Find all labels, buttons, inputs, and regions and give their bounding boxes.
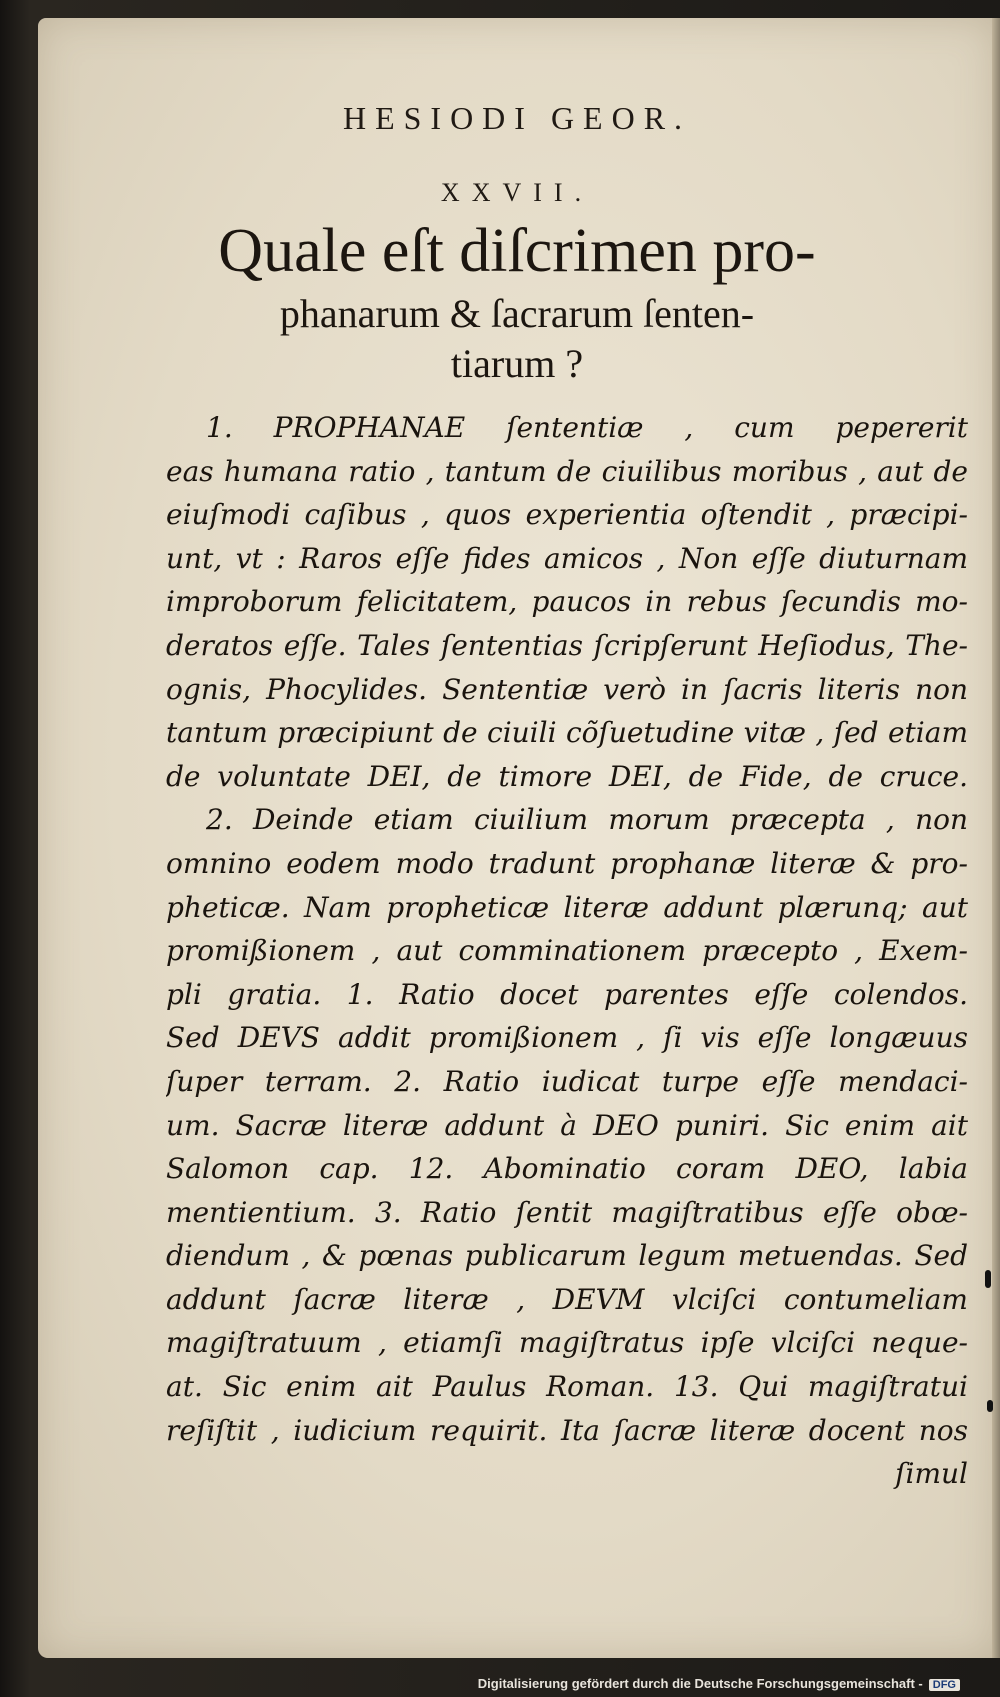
body-line: Salomon cap. 12. Abominatio coram DEO, labia [166,1152,968,1186]
body-line: eiuſmodi caſibus , quos experientia oſtendit , præcipi- [166,498,968,532]
chapter-title-line-1: Quale eſt diſcrimen pro- [218,217,816,285]
scan-speck [987,1400,993,1412]
body-line: de voluntate DEI, de timore DEI, de Fide, de cruce. [166,759,968,793]
body-line: 2. Deinde etiam ciuilium morum præcepta , non [206,803,968,837]
body-line: tantum præcipiunt de ciuili cõſuetudine vitæ , ſed etiam [166,716,968,750]
body-line: reſiſtit , iudicium requirit. Ita ſacræ literæ docent nos [166,1413,968,1447]
body-line: pheticæ. Nam propheticæ literæ addunt plærunq; aut [166,890,968,924]
body-line: at. Sic enim ait Paulus Roman. 13. Qui magiſtratui [166,1370,968,1404]
body-text [166,406,968,1496]
body-line: deratos eſſe. Tales ſententias ſcripſerunt Heſiodus, The- [166,628,968,662]
body-line: ſuper terram. 2. Ratio iudicat turpe eſſe mendaci- [166,1064,968,1098]
page-edge [992,18,1000,1658]
body-line: Sed DEVS addit promißionem , ſi vis eſſe longæuus [166,1021,968,1055]
credit-text: Digitalisierung gefördert durch die Deutsche Forschungsgemeinschaft - [477,1676,923,1691]
body-line: unt, vt : Raros eſſe fides amicos , Non eſſe diuturnam [166,541,968,575]
chapter-number: XXVII. [440,178,594,207]
body-line: omnino eodem modo tradunt prophanæ literæ & pro- [166,846,968,880]
chapter-title-line-3: tiarum ? [450,341,584,386]
body-line: diendum , & pœnas publicarum legum metuendas. Sed [166,1239,968,1273]
body-line: 1. PROPHANAE ſententiæ , cum pepererit [206,411,968,444]
body-line: addunt ſacræ literæ , DEVM vlciſci contumeliam [166,1282,968,1316]
body-line: improborum felicitatem, paucos in rebus ſecundis mo- [166,585,968,619]
book-page [38,18,996,1658]
body-line: pli gratia. 1. Ratio docet parentes eſſe colendos. [166,977,968,1011]
body-line: mentientium. 3. Ratio ſentit magiſtratibus eſſe obœ- [166,1195,968,1229]
body-line: ognis, Phocylides. Sententiæ verò in ſacris literis non [166,672,968,706]
dfg-logo: DFG [929,1679,960,1691]
body-line: eas humana ratio , tantum de ciuilibus moribus , aut de [166,454,968,488]
catchword: ſimul [895,1457,968,1491]
body-line: magiſtratuum , etiamſi magiſtratus ipſe vlciſci neque- [166,1326,968,1360]
body-line: promißionem , aut comminationem præcepto , Exem- [166,934,968,968]
body-line: um. Sacræ literæ addunt à DEO puniri. Sic enim ait [166,1108,968,1142]
chapter-title-line-2: phanarum & ſacrarum ſenten- [279,291,755,336]
running-head: HESIODI GEOR. [342,100,692,136]
scan-speck [985,1270,991,1288]
digitization-credit [478,1676,960,1691]
